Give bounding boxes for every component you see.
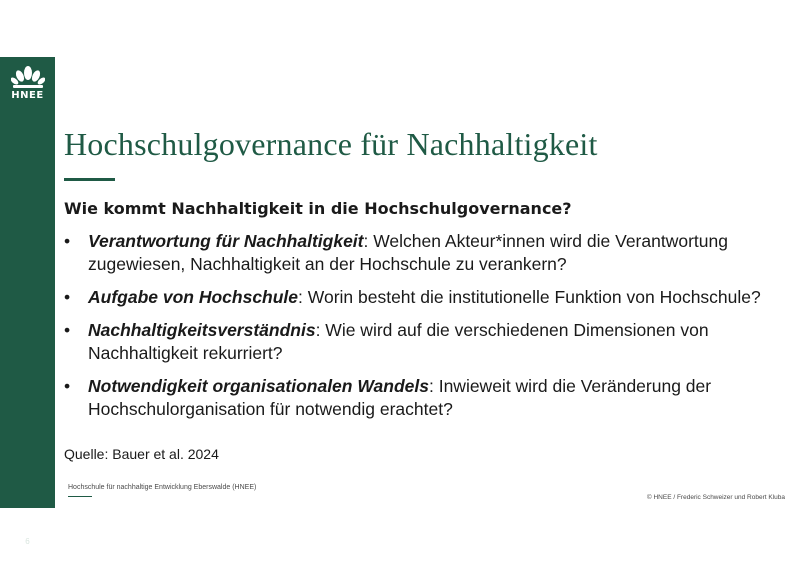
- tree-icon: [11, 65, 45, 89]
- bullet-text: : Inwieweit wird die Veränderung der Hochschulorganisation für notwendig erachtet?: [88, 376, 712, 419]
- brand-sidebar: [0, 57, 55, 546]
- source-citation: Quelle: Bauer et al. 2024: [64, 446, 219, 462]
- hnee-logo: [6, 65, 49, 115]
- bullet-text: : Worin besteht die institutionelle Funktion von Hochschule?: [298, 287, 761, 307]
- bullet-item: [64, 286, 764, 309]
- bullet-item: [64, 230, 764, 276]
- logo-text: HNEE: [11, 90, 44, 101]
- footer-underline: [68, 496, 92, 497]
- bullet-dot: •: [64, 231, 71, 251]
- bullet-term: Aufgabe von Hochschule: [88, 287, 299, 307]
- bullet-list: [64, 230, 764, 431]
- bullet-item: [64, 319, 764, 365]
- bullet-term: Nachhaltigkeitsverständnis: [88, 320, 316, 340]
- slide-title: Hochschulgovernance für Nachhaltigkeit: [64, 126, 598, 162]
- page-number: 6: [25, 537, 30, 546]
- slide-question: Wie kommt Nachhaltigkeit in die Hochschulgovernance?: [64, 199, 572, 218]
- title-underline: [64, 178, 115, 181]
- bullet-text: : Welchen Akteur*innen wird die Verantwortung zugewiesen, Nachhaltigkeit an der Hochschule zu verankern?: [88, 231, 728, 274]
- bullet-dot: •: [64, 376, 71, 396]
- bullet-dot: •: [64, 287, 71, 307]
- bullet-term: Notwendigkeit organisationalen Wandels: [88, 376, 429, 396]
- bullet-dot: •: [64, 320, 71, 340]
- footer-copyright: © HNEE / Frederic Schweizer und Robert Kluba: [646, 494, 785, 501]
- bullet-term: Verantwortung für Nachhaltigkeit: [88, 231, 364, 251]
- footer-institution: Hochschule für nachhaltige Entwicklung Eberswalde (HNEE): [68, 484, 257, 491]
- bullet-item: [64, 375, 764, 421]
- bullet-text: : Wie wird auf die verschiedenen Dimensionen von Nachhaltigkeit rekurriert?: [88, 320, 709, 363]
